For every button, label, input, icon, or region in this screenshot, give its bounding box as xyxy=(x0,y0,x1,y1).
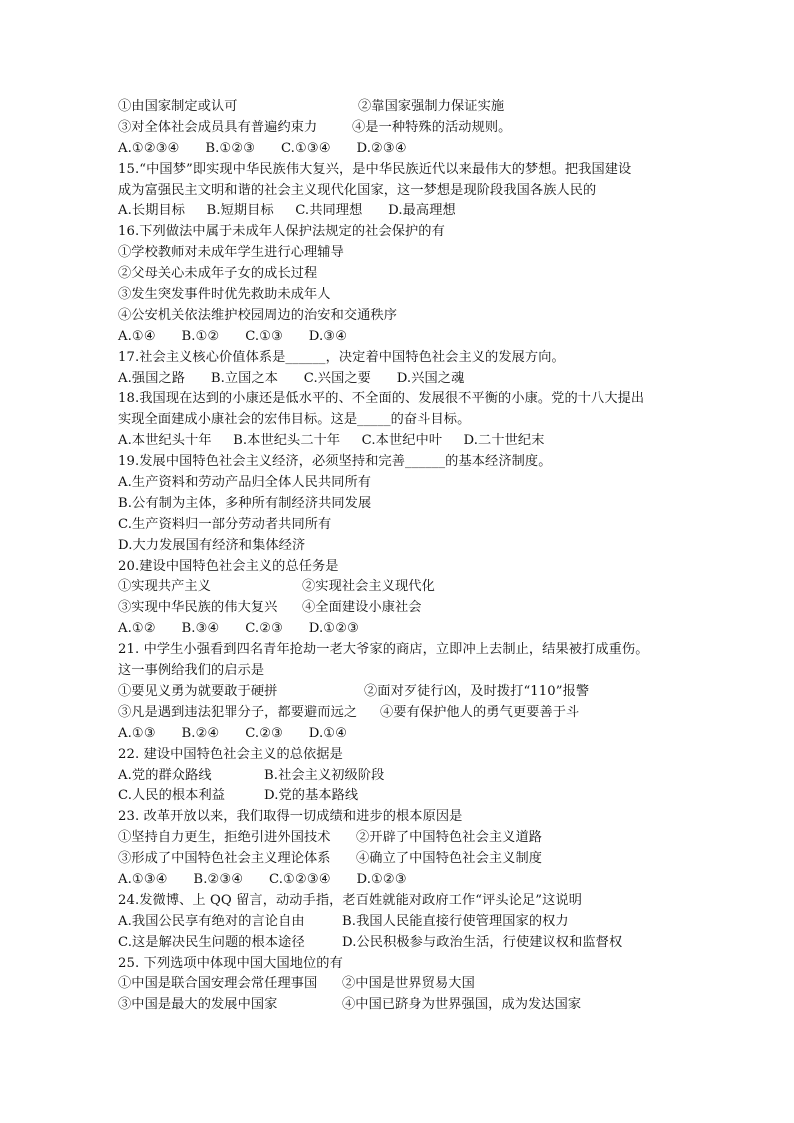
q23-options: A.①③④ B.②③④ C.①②③④ D.①②③ xyxy=(118,871,407,887)
q14-statements-row-2 xyxy=(118,118,678,139)
q24-option-c: C.这是解决民生问题的根本途径 xyxy=(118,934,305,950)
q16-statement-3: ③发生突发事件时优先救助未成年人 xyxy=(118,287,331,303)
q15-stem-1: 15.“中国梦”即实现中华民族伟大复兴，是中华民族近代以来最伟大的梦想。把我国建设 xyxy=(118,161,632,177)
q24-options-row-2 xyxy=(118,933,678,954)
q19-stem: 19.发展中国特色社会主义经济，必须坚持和完善______的基本经济制度。 xyxy=(118,454,552,470)
q17-options: A.强国之路 B.立国之本 C.兴国之要 D.兴国之魂 xyxy=(118,370,465,386)
q23-statement-3: ③形成了中国特色社会主义理论体系 xyxy=(118,851,331,867)
q20-statement-3: ③实现中华民族的伟大复兴 xyxy=(118,600,278,616)
q23-statement-4: ④确立了中国特色社会主义制度 xyxy=(356,851,543,867)
q21-statement-1: ①要见义勇为就要敢于硬拼 xyxy=(118,683,278,699)
q22-option-a: A.党的群众路线 xyxy=(118,767,212,783)
q16-statement-2: ②父母关心未成年子女的成长过程 xyxy=(118,266,318,282)
q15-options: A.长期目标 B.短期目标 C.共同理想 D.最高理想 xyxy=(118,203,456,219)
q14-statement-3: ③对全体社会成员具有普遍约束力 xyxy=(118,119,318,135)
q22-option-d: D.党的基本路线 xyxy=(264,788,359,804)
q25-statement-2: ②中国是世界贸易大国 xyxy=(342,976,475,992)
q14-statement-2: ②靠国家强制力保证实施 xyxy=(358,99,505,114)
q25-statement-1: ①中国是联合国安理会常任理事国 xyxy=(118,976,318,992)
q20-statements-row-2 xyxy=(118,598,678,619)
q14-options: A.①②③④ B.①②③ C.①③④ D.②③④ xyxy=(118,140,407,156)
q20-stem: 20.建设中国特色社会主义的总任务是 xyxy=(118,558,339,574)
q21-stem-1: 21. 中学生小强看到四名青年抢劫一老大爷家的商店，立即冲上去制止，结果被打成重伤。 xyxy=(118,642,649,658)
q23-statements-row-2 xyxy=(118,849,678,870)
q25-statement-4: ④中国已跻身为世界强国，成为发达国家 xyxy=(342,997,582,1013)
q20-statement-2: ②实现社会主义现代化 xyxy=(302,579,435,595)
q21-stem-2: 这一事例给我们的启示是 xyxy=(118,663,265,679)
q25-statements-row-2 xyxy=(118,995,678,1016)
q22-options-row-2 xyxy=(118,786,678,807)
q20-options: A.①② B.③④ C.②③ D.①②③ xyxy=(118,621,360,637)
q14-statements-row-1 xyxy=(118,97,678,118)
q21-statement-4: ④要有保护他人的勇气更要善于斗 xyxy=(380,704,580,720)
q16-options: A.①④ B.①② C.①③ D.③④ xyxy=(118,328,348,344)
q24-options-row-1 xyxy=(118,912,678,933)
q16-statement-1: ①学校教师对未成年学生进行心理辅导 xyxy=(118,245,344,261)
q21-statement-3: ③凡是遇到违法犯罪分子，都要避而远之 xyxy=(118,704,358,720)
q25-statements-row-1 xyxy=(118,974,678,995)
q21-options: A.①③ B.②④ C.②③ D.①④ xyxy=(118,725,348,741)
q16-statement-4: ④公安机关依法维护校园周边的治安和交通秩序 xyxy=(118,307,398,323)
q25-stem: 25. 下列选项中体现中国大国地位的有 xyxy=(118,955,343,971)
q20-statement-4: ④全面建设小康社会 xyxy=(302,600,422,616)
q21-statements-row-2 xyxy=(118,703,678,724)
q22-option-c: C.人民的根本利益 xyxy=(118,788,226,804)
exam-page xyxy=(118,97,678,1016)
q21-statement-2: ②面对歹徒行凶，及时拨打“110”报警 xyxy=(364,683,590,699)
q19-option-b: B.公有制为主体，多种所有制经济共同发展 xyxy=(118,495,372,511)
q22-stem: 22. 建设中国特色社会主义的总依据是 xyxy=(118,746,343,762)
q22-options-row-1 xyxy=(118,766,678,787)
q25-statement-3: ③中国是最大的发展中国家 xyxy=(118,997,278,1013)
q23-statements-row-1 xyxy=(118,828,678,849)
q20-statements-row-1 xyxy=(118,577,678,598)
q24-stem: 24.发微博、上 QQ 留言，动动手指，老百姓就能对政府工作“评头论足”这说明 xyxy=(118,892,582,908)
q20-statement-1: ①实现共产主义 xyxy=(118,579,212,595)
q15-stem-2: 成为富强民主文明和谐的社会主义现代化国家，这一梦想是现阶段我国各族人民的 xyxy=(118,182,597,198)
q14-statement-4: ④是一种特殊的活动规则。 xyxy=(352,119,512,135)
q18-stem-1: 18.我国现在达到的小康还是低水平的、不全面的、发展很不平衡的小康。党的十八大提出 xyxy=(118,391,645,407)
q24-option-b: B.我国人民能直接行使管理国家的权力 xyxy=(342,913,569,929)
q16-stem: 16.下列做法中属于未成年人保护法规定的社会保护的有 xyxy=(118,224,445,240)
q24-option-a: A.我国公民享有绝对的言论自由 xyxy=(118,913,305,929)
q23-statement-1: ①坚持自力更生，拒绝引进外国技术 xyxy=(118,830,331,846)
q22-option-b: B.社会主义初级阶段 xyxy=(264,767,385,783)
q17-stem: 17.社会主义核心价值体系是______，决定着中国特色社会主义的发展方向。 xyxy=(118,349,565,365)
q23-stem: 23. 改革开放以来，我们取得一切成绩和进步的根本原因是 xyxy=(118,809,463,825)
q18-options: A.本世纪头十年 B.本世纪头二十年 C.本世纪中叶 D.二十世纪末 xyxy=(118,433,545,449)
q14-statement-1: ①由国家制定或认可 xyxy=(118,99,238,114)
q19-option-c: C.生产资料归一部分劳动者共同所有 xyxy=(118,516,332,532)
q19-option-a: A.生产资料和劳动产品归全体人民共同所有 xyxy=(118,475,372,491)
q19-option-d: D.大力发展国有经济和集体经济 xyxy=(118,537,306,553)
q24-option-d: D.公民积极参与政治生活，行使建议权和监督权 xyxy=(342,934,623,950)
q23-statement-2: ②开辟了中国特色社会主义道路 xyxy=(356,830,543,846)
q21-statements-row-1 xyxy=(118,682,678,703)
q18-stem-2: 实现全面建成小康社会的宏伟目标。这是_____的奋斗目标。 xyxy=(118,412,471,428)
